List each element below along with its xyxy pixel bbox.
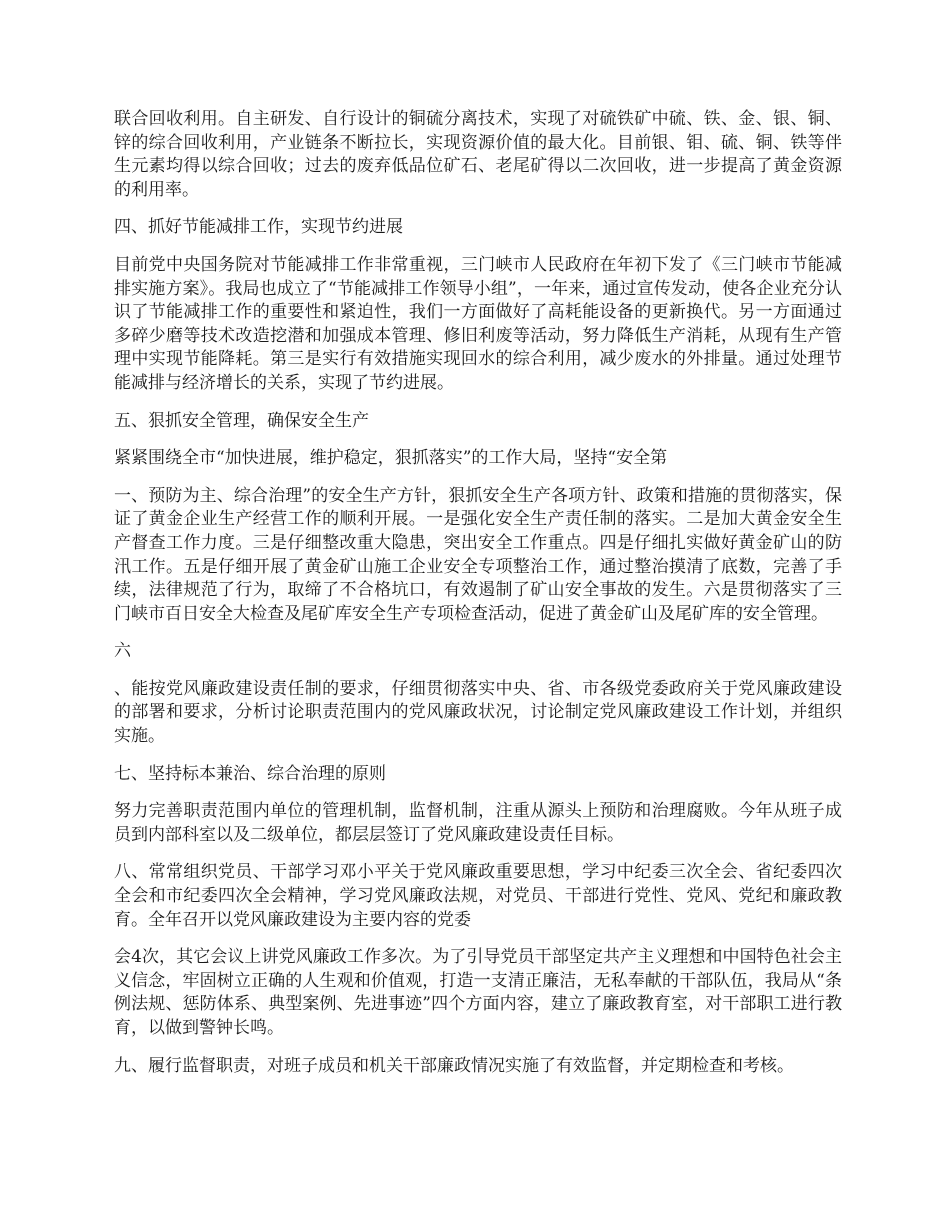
heading-comprehensive-governance: 七、坚持标本兼治、综合治理的原则	[114, 763, 386, 784]
heading-energy-saving: 四、抓好节能减排工作，实现节约进展	[114, 217, 403, 238]
document-body	[114, 108, 842, 1092]
paragraph-supervision-duty: 九、履行监督职责，对班子成员和机关干部廉政情况实施了有效监督，并定期检查和考核。	[114, 1055, 794, 1076]
paragraph-study-organization: 八、常常组织党员、干部学习邓小平关于党风廉政重要思想，学习中纪委三次全会、省纪委四次全会和市纪委四次全会精神，学习党风廉政法规，对党员、干部进行党性、党风、党纪和廉政教育。全年召开以党风廉政建设为主要内容的党委	[114, 862, 842, 930]
paragraph-resource-recovery: 联合回收利用。自主研发、自行设计的铜硫分离技术，实现了对硫铁矿中硫、铁、金、银、铜、锌的综合回收利用，产业链条不断拉长，实现资源价值的最大化。目前银、钼、硫、铜、铁等伴生元素均得以综合回收；过去的废弃低品位矿石、老尾矿得以二次回收，进一步提高了黄金资源的利用率。	[114, 109, 842, 200]
paragraph-supervision-mechanism: 努力完善职责范围内单位的管理机制，监督机制，注重从源头上预防和治理腐败。今年从班子成员到内部科室以及二级单位，都层层签订了党风廉政建设责任目标。	[114, 801, 842, 845]
paragraph-party-responsibility: 、能按党风廉政建设责任制的要求，仔细贯彻落实中央、省、市各级党委政府关于党风廉政建设的部署和要求，分析讨论职责范围内的党风廉政状况，讨论制定党风廉政建设工作计划，并组织实施。	[114, 678, 842, 747]
paragraph-safety-intro: 紧紧围绕全市“加快进展，维护稳定，狠抓落实”的工作大局，坚持“安全第	[114, 448, 668, 469]
paragraph-energy-saving: 目前党中央国务院对节能减排工作非常重视，三门峡市人民政府在年初下发了《三门峡市节能减排实施方案》。我局也成立了“节能减排工作领导小组”，一年来，通过宣传发动，使各企业充分认识了节能减排工作的重要性和紧迫性，我们一方面做好了高耗能设备的更新换代。另一方面通过多碎少磨等技术改造挖潜和加强成本管理、修旧利废等活动，努力降低生产消耗，从现有生产管理中实现节能降耗。第三是实行有效措施实现回水的综合利用，减少废水的外排量。通过处理节能减排与经济增长的关系，实现了节约进展。	[114, 254, 842, 393]
paragraph-integrity-education: 会4次，其它会议上讲党风廉政工作多次。为了引导党员干部坚定共产主义理想和中国特色社会主义信念，牢固树立正确的人生观和价值观，打造一支清正廉洁，无私奉献的干部队伍，我局从“条例法规、惩防体系、典型案例、先进事迹”四个方面内容，建立了廉政教育室，对干部职工进行教育，以做到警钟长鸣。	[114, 947, 842, 1038]
paragraph-safety-policy: 一、预防为主、综合治理”的安全生产方针，狠抓安全生产各项方针、政策和措施的贯彻落实，保证了黄金企业生产经营工作的顺利开展。一是强化安全生产责任制的落实。二是加大黄金安全生产督查工作力度。三是仔细整改重大隐患，突出安全工作重点。四是仔细扎实做好黄金矿山的防汛工作。五是仔细开展了黄金矿山施工企业安全专项整治工作，通过整治摸清了底数，完善了手续，法律规范了行为，取缔了不合格坑口，有效遏制了矿山安全事故的发生。六是贯彻落实了三门峡市百日安全大检查及尾矿库安全生产专项检查活动，促进了黄金矿山及尾矿库的安全管理。	[114, 485, 842, 624]
heading-safety-management: 五、狠抓安全管理，确保安全生产	[114, 410, 369, 431]
heading-six: 六	[114, 641, 131, 662]
